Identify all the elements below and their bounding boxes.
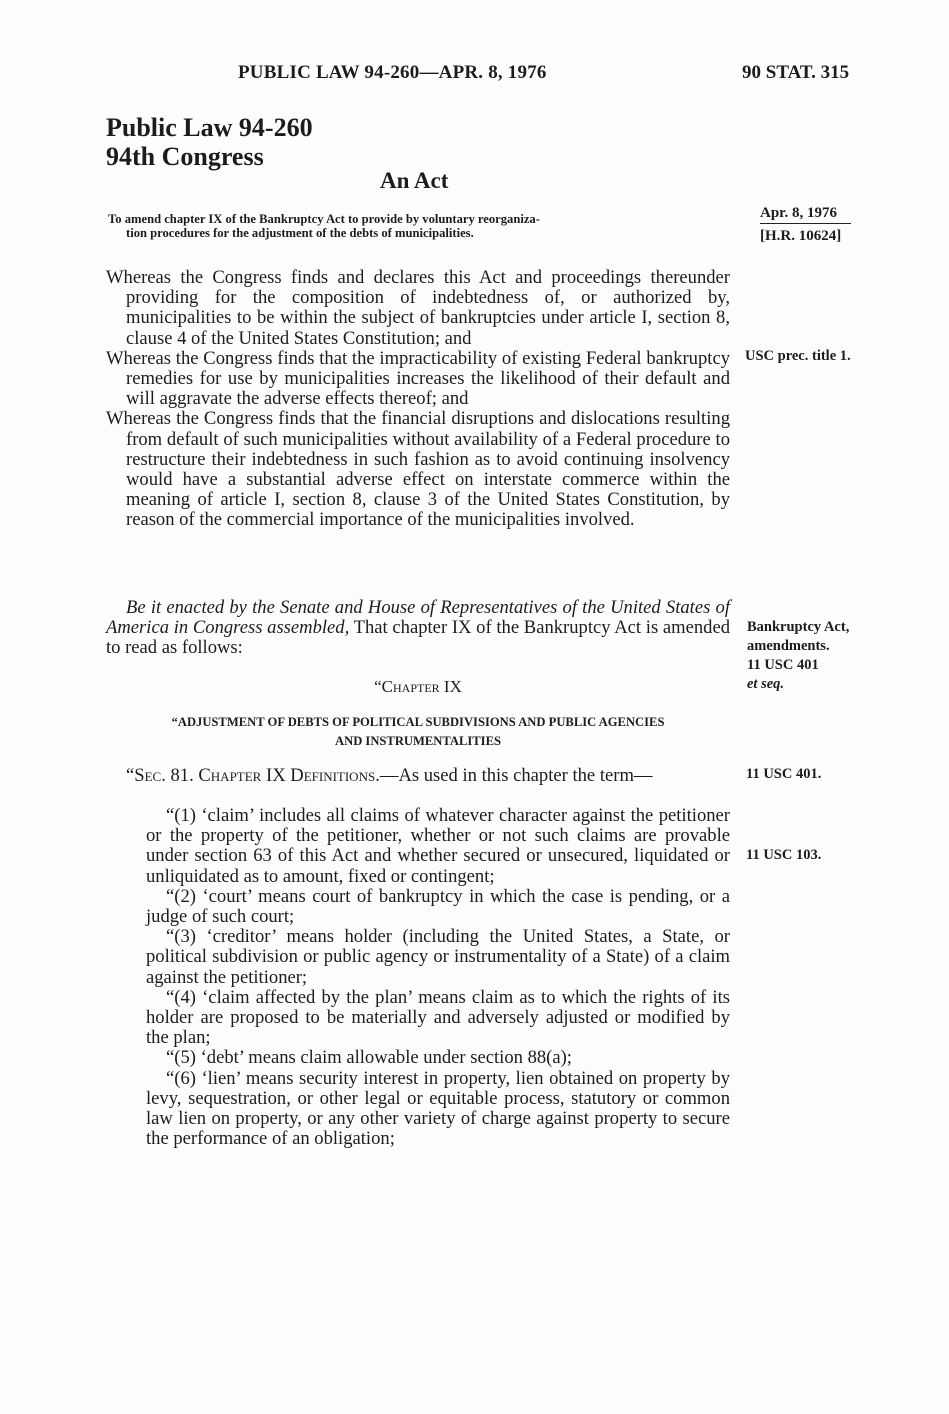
whereas-clause-2: Whereas the Congress finds that the impracticability of existing Federal bankruptcy remedies for use by municipalities increases the likelihood of their default and will aggravate the adverse effects thereof; and (106, 347, 730, 410)
definition-3: “(3) ‘creditor’ means holder (including the United States, a State, or political subdivision or public agency or instrumentality of a State) of a claim against the petitioner; (146, 926, 730, 988)
public-law-number: Public Law 94-260 (106, 113, 313, 142)
whereas-clauses (106, 268, 730, 531)
usc-401-note: 11 USC 401. (746, 766, 822, 782)
definition-6: “(6) ‘lien’ means security interest in property, lien obtained on property by levy, sequestration, or other legal or equitable process, statutory or common law lien on property, or any other variety of charge against property to secure the performance of an obligation; (146, 1067, 730, 1150)
definition-5: “(5) ‘debt’ means claim allowable under section 88(a); (166, 1047, 572, 1069)
section-heading: “Sec. 81. Chapter IX Definitions. (126, 765, 380, 786)
enacting-rest: That chapter IX of the Bankruptcy Act is amended to read as follows: (106, 617, 730, 659)
enacting-clause (106, 598, 730, 659)
chapter-heading: “Chapter IX (374, 677, 462, 696)
purpose-line-1: To amend chapter IX of the Bankruptcy Act to provide by voluntary reorganiza- (108, 212, 540, 226)
chapter-subheading-line-2: AND INSTRUMENTALITIES (335, 734, 501, 748)
bill-number: [H.R. 10624] (760, 228, 842, 244)
definition-2: “(2) ‘court’ means court of bankruptcy in which the case is pending, or a judge of such court; (146, 885, 730, 928)
chapter-subheading-line-1: “ADJUSTMENT OF DEBTS OF POLITICAL SUBDIVISIONS AND PUBLIC AGENCIES (171, 715, 665, 729)
usc-prec-note: USC prec. title 1. (745, 348, 851, 364)
bankruptcy-act-label: Bankruptcy Act, (747, 619, 850, 635)
purpose-line-2: tion procedures for the adjustment of the debts of municipalities. (126, 226, 474, 240)
definition-4: “(4) ‘claim affected by the plan’ means claim as to which the rights of its holder are proposed to be materially and adversely adjusted or modified by the plan; (146, 986, 730, 1049)
section-intro: —As used in this chapter the term— (379, 765, 653, 786)
congress-number: 94th Congress (106, 142, 264, 171)
law-title-block (106, 113, 313, 171)
chapter-subheading (106, 713, 730, 751)
amendments-label: amendments. (747, 638, 830, 654)
act-heading: An Act (380, 168, 449, 193)
approval-date: Apr. 8, 1976 (760, 204, 851, 224)
section-81 (106, 766, 730, 786)
definitions-list (106, 806, 730, 1149)
act-purpose (108, 212, 730, 240)
bankruptcy-act-note (747, 618, 849, 694)
running-head: PUBLIC LAW 94-260—APR. 8, 1976 (238, 62, 547, 83)
et-seq-label: et seq. (747, 676, 785, 692)
definition-1: “(1) ‘claim’ includes all claims of whatever character against the petitioner or the property of the petitioner, whether or not such claims are provable under section 63 of this Act and whether secured or unsecured, liquidated or unliquidated as to amount, fixed or contingent; (146, 805, 730, 887)
usc-103-note: 11 USC 103. (746, 847, 822, 863)
statute-page-number: 90 STAT. 315 (742, 62, 850, 83)
usc-401-seq-label: 11 USC 401 (747, 657, 819, 673)
enacting-formula: Be it enacted by the Senate and House of Representatives of the United States of America in Congress assembled, (106, 597, 730, 639)
whereas-clause-1: Whereas the Congress finds and declares this Act and proceedings thereunder providing for the composition of indebtedness of, or authorized by, municipalities to be within the subject of bankruptcies under article I, section 8, clause 4 of the United States Constitution; and (106, 267, 730, 349)
date-margin-note (760, 204, 851, 246)
whereas-clause-3: Whereas the Congress finds that the financial disruptions and dislocations resulting from default of such municipalities without availability of a Federal procedure to restructure their indebtedness in such fashion as to avoid continuing insolvency would have a substantial adverse effect on interstate commerce within the meaning of article I, section 8, clause 3 of the United States Constitution, by reason of the commercial importance of the municipalities involved. (106, 408, 730, 531)
